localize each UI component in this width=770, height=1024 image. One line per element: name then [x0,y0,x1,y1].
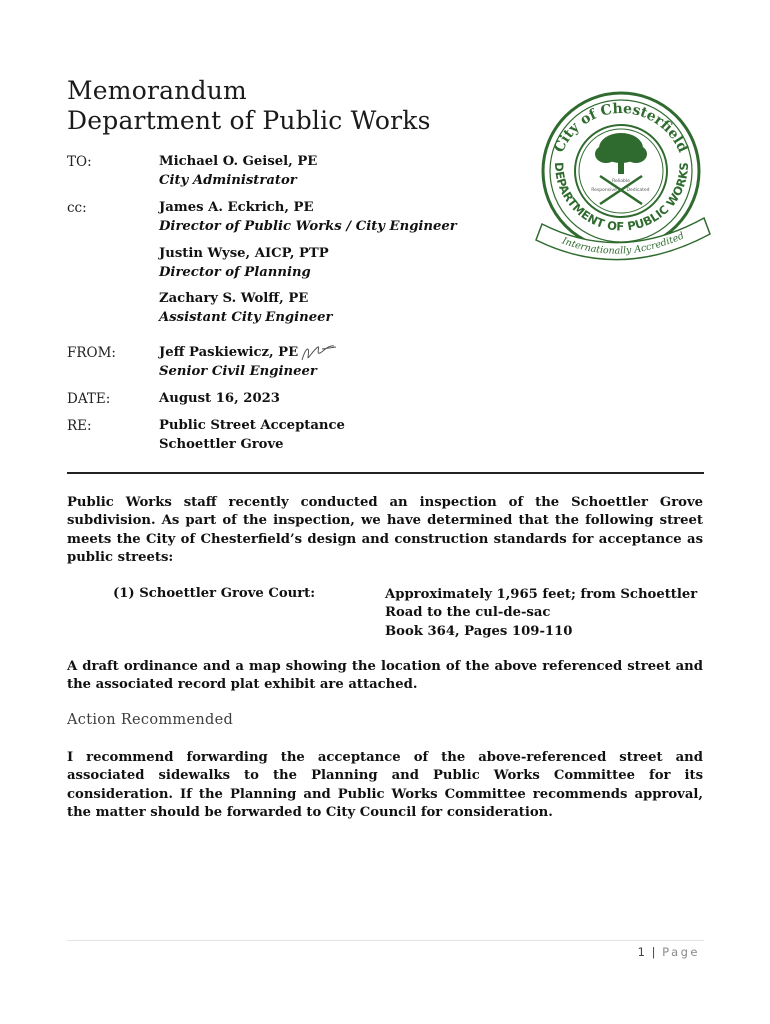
seal-top-text: City of Chesterfield [551,100,691,156]
cc-title: Assistant City Engineer [159,309,333,325]
body-paragraph-2: A draft ordinance and a map showing the location of the above referenced street and the associated record plat exhibit are attached. [67,659,703,693]
street-item-details [385,586,697,641]
department-seal-logo [528,86,714,266]
seal-ring-text: DEPARTMENT OF PUBLIC WORKS [551,161,692,234]
from-title: Senior Civil Engineer [159,363,317,379]
section-heading: Action Recommended [67,712,234,728]
memo-title [67,76,431,136]
to-block [159,153,317,190]
date-label: DATE: [67,391,111,407]
street-item-line3: Book 364, Pages 109-110 [385,623,573,639]
from-label: FROM: [67,345,116,361]
cc-title: Director of Planning [159,264,311,280]
cc-name: Justin Wyse, AICP, PTP [159,246,329,261]
from-name: Jeff Paskiewicz, PE [159,345,299,360]
from-block [159,344,317,381]
cc-recipient-1 [159,199,457,236]
street-item-line2: Road to the cul-de-sac [385,605,551,621]
seal-banner-text: Internationally Accredited [560,230,686,257]
seal-inner-2: Responsive [591,188,617,193]
header-divider [67,472,704,474]
street-item-label: (1) Schoettler Grove Court: [113,586,316,601]
footer-separator: | [651,945,657,959]
initials-signature [298,343,338,363]
date-value: August 16, 2023 [159,391,280,406]
footer-divider [67,940,704,941]
page-footer [638,945,700,959]
memo-title-line2: Department of Public Works [67,106,431,135]
street-item-line1: Approximately 1,965 feet; from Schoettler [385,587,698,602]
cc-title: Director of Public Works / City Engineer [159,218,457,234]
cc-recipient-3 [159,290,332,327]
cc-label: cc: [67,200,87,216]
seal-inner-1: Reliable [612,179,630,184]
re-line2: Schoettler Grove [159,436,284,452]
body-paragraph-1: Public Works staff recently conducted an inspection of the Schoettler Grove subdivision. As part of the inspection, we have determined that the following street meets the City of Chesterfield’s design and construction standards for acceptance as public streets: [67,495,703,565]
body-paragraph-3: I recommend forwarding the acceptance of the above-referenced street and associated sidewalks to the Planning and Public Works Committee for its consideration. If the Planning and Public Works Committee recommends approval, the matter should be forwarded to City Council for consideration. [67,750,703,820]
re-label: RE: [67,418,92,434]
to-label: TO: [67,154,92,170]
re-block [159,417,345,454]
page-word: Page [662,945,700,959]
to-title: City Administrator [159,172,297,188]
page-number: 1 [637,945,647,959]
seal-inner-3: Dedicated [626,188,650,193]
memo-title-line1: Memorandum [67,76,247,105]
to-name: Michael O. Geisel, PE [159,154,318,169]
cc-name: Zachary S. Wolff, PE [159,291,309,306]
re-line1: Public Street Acceptance [159,418,345,433]
cc-name: James A. Eckrich, PE [159,200,314,215]
tree-icon [595,133,647,174]
cc-recipient-2 [159,245,329,282]
